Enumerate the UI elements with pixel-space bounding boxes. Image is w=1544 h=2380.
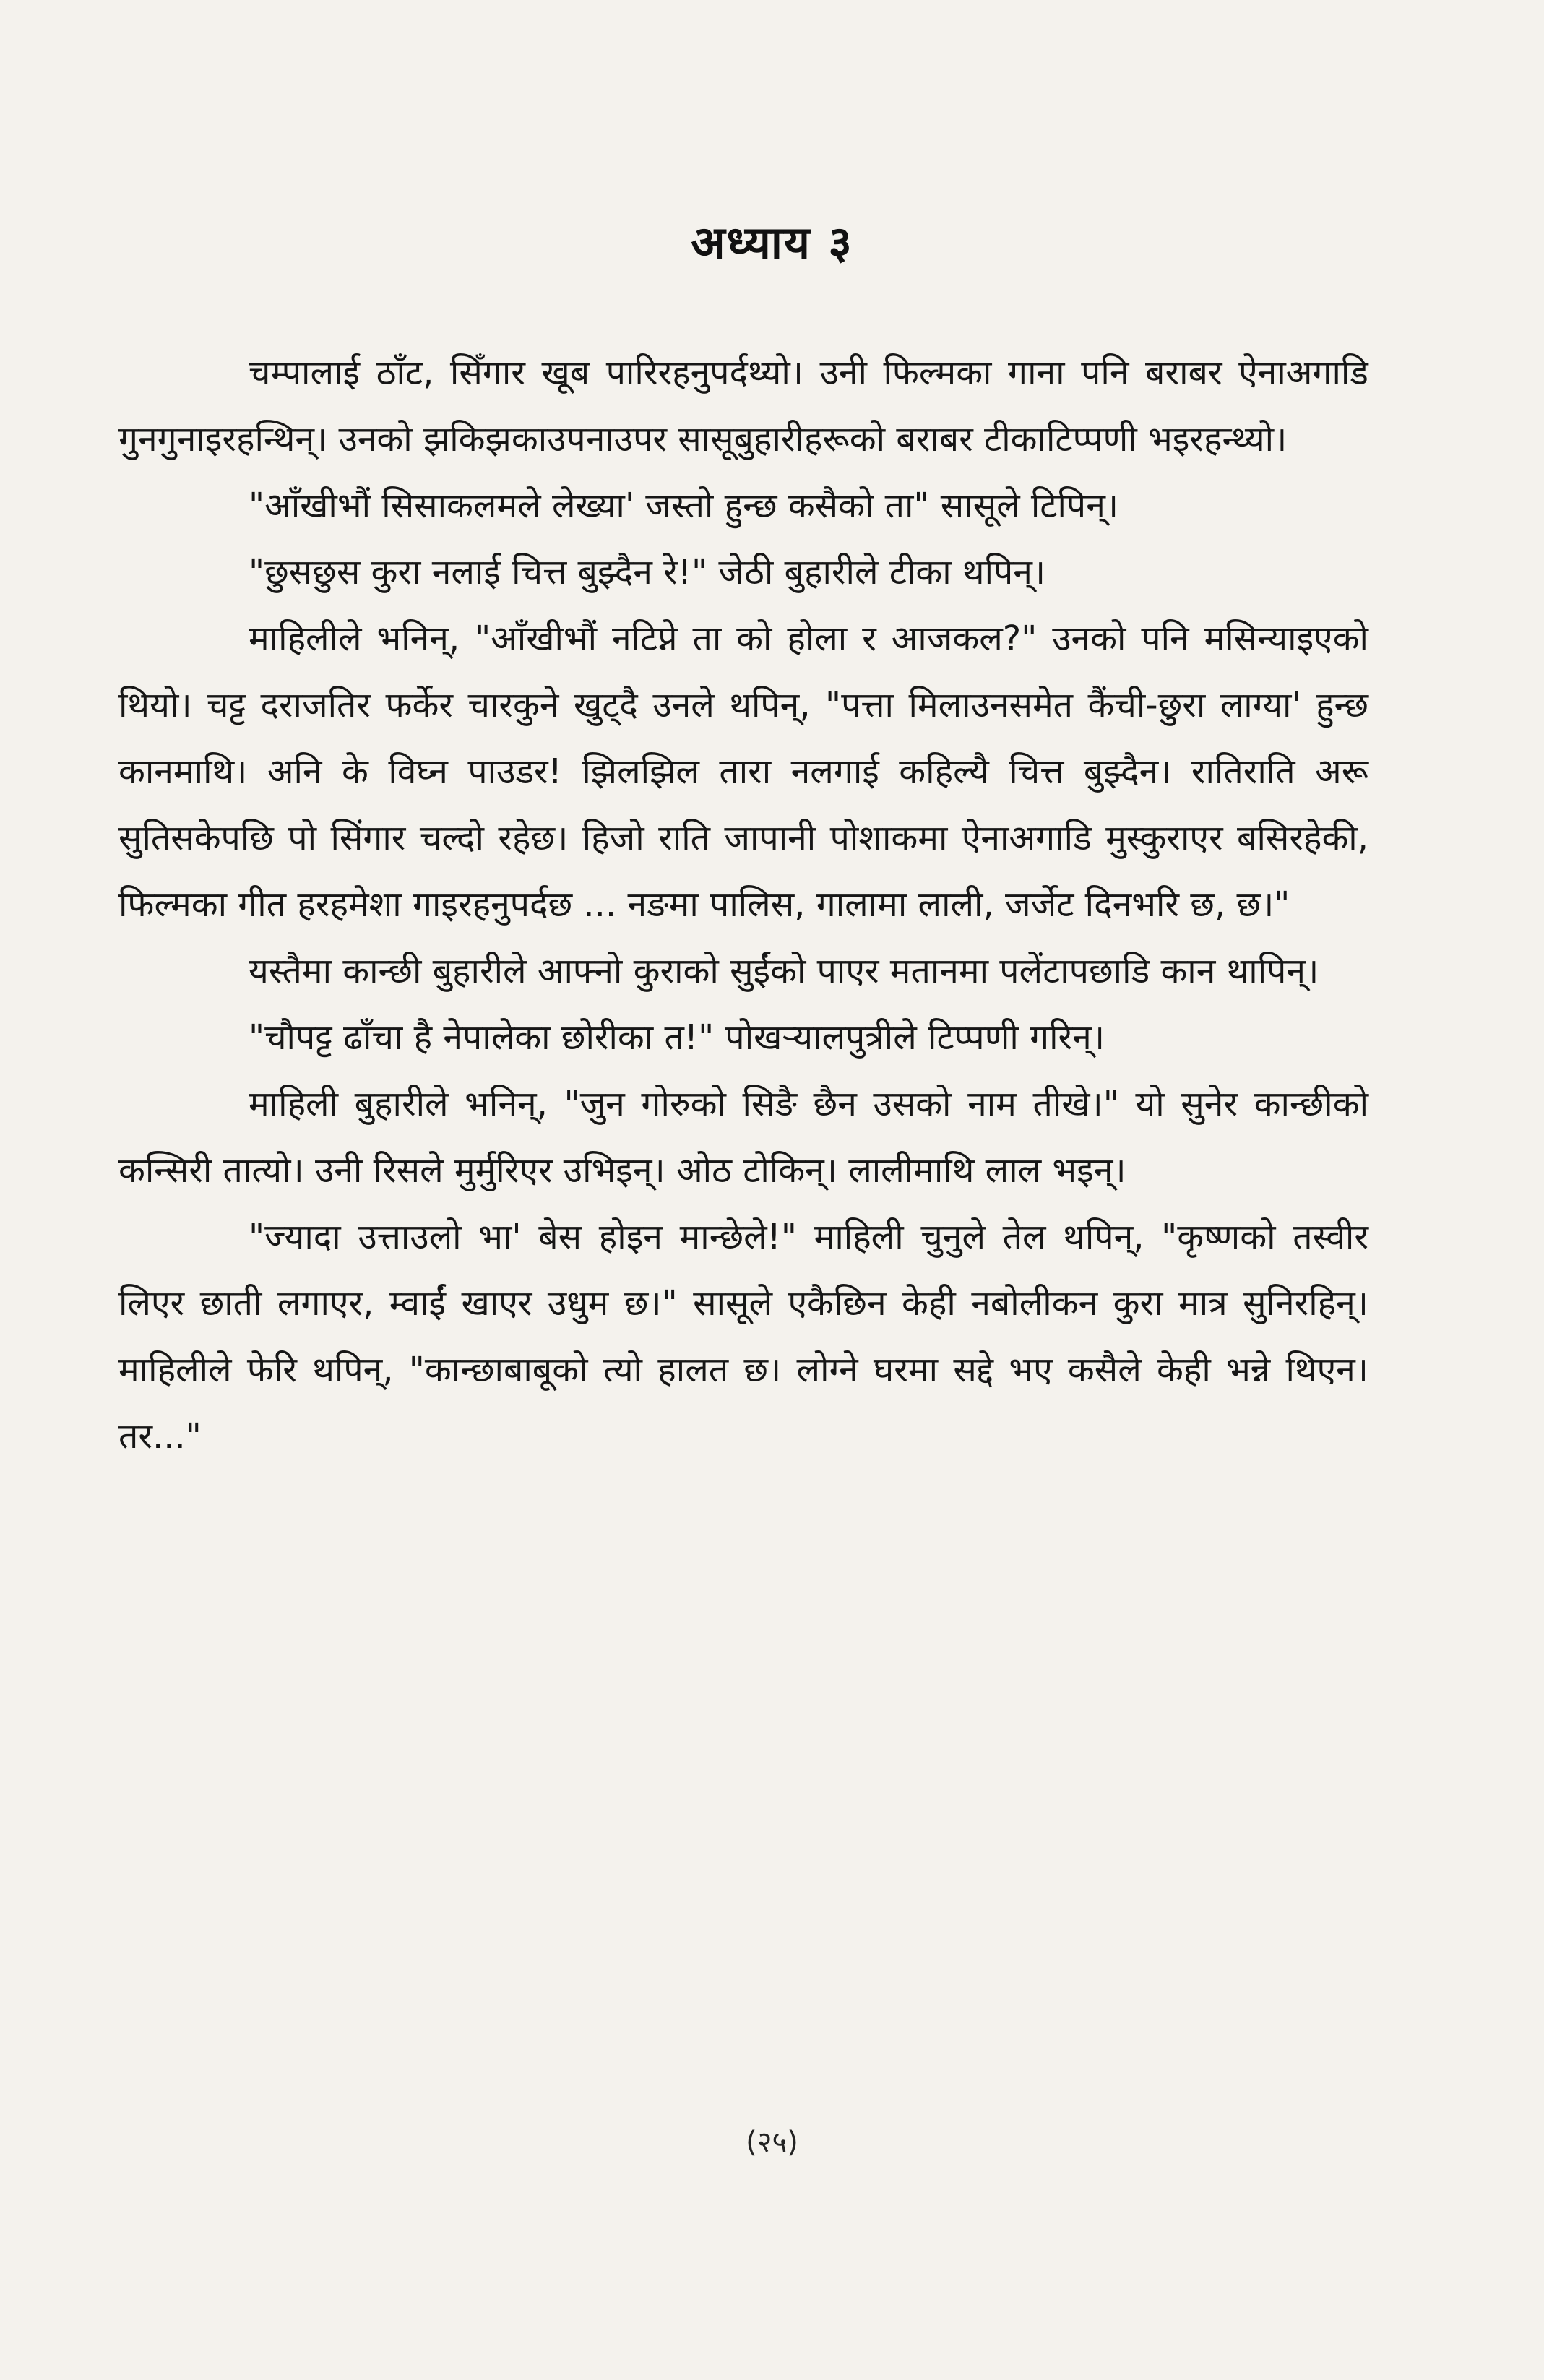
paragraph-4: माहिलीले भनिन्, "आँखीभौं नटिप्ने ता को होला र आजकल?" उनको पनि मसिन्याइएको थियो। चट्ट दराजतिर फर्केर चारकुने खुट्दै उनले थपिन्, "पत्ता मिलाउनसमेत कैंची-छुरा लाग्या' हुन्छ कानमाथि। अनि के विघ्न पाउडर! झिलझिल तारा नलगाई कहिल्यै चित्त बुझ्दैन। रातिराति अरू सुतिसकेपछि पो सिंगार चल्दो रहेछ। हिजो राति जापानी पोशाकमा ऐनाअगाडि मुस्कुराएर बसिरहेकी, फिल्मका गीत हरहमेशा गाइरहनुपर्दछ ... नङमा पालिस, गालामा लाली, जर्जेट दिनभरि छ, छ।": [118, 618, 1368, 925]
paragraph-7: माहिली बुहारीले भनिन्, "जुन गोरुको सिङै छैन उसको नाम तीखे।" यो सुनेर कान्छीको कन्सिरी तात्यो। उनी रिसले मुर्मुरिएर उभिइन्। ओठ टोकिन्। लालीमाथि लाल भइन्।: [118, 1084, 1368, 1191]
paragraph-8: "ज्यादा उत्ताउलो भा' बेस होइन मान्छेले!" माहिली चुनुले तेल थपिन्, "कृष्णको तस्वीर लिएर छाती लगाएर, म्वाईं खाएर उधुम छ।" सासूले एकैछिन केही नबोलीकन कुरा मात्र सुनिरहिन्। माहिलीले फेरि थपिन्, "कान्छाबाबूको त्यो हालत छ। लोग्ने घरमा सद्दे भए कसैले केही भन्ने थिएन। तर...": [118, 1217, 1368, 1457]
body-text: [118, 340, 1368, 1470]
paragraph-3: "छुसछुस कुरा नलाई चित्त बुझ्दैन रे!" जेठी बुहारीले टीका थपिन्।: [249, 552, 1046, 592]
paragraph-5: यस्तैमा कान्छी बुहारीले आफ्नो कुराको सुईंको पाएर मतानमा पलेंटापछाडि कान थापिन्।: [249, 951, 1319, 991]
chapter-title: अध्याय ३: [691, 216, 853, 269]
paragraph-6: "चौपट्ट ढाँचा है नेपालेका छोरीका त!" पोखऱ्यालपुत्रीले टिप्पणी गरिन्।: [249, 1017, 1105, 1058]
page-number: (२५): [746, 2126, 798, 2159]
paragraph-2: "आँखीभौं सिसाकलमले लेख्या' जस्तो हुन्छ कसैको ता" सासूले टिपिन्।: [249, 486, 1119, 526]
paragraph-1: चम्पालाई ठाँट, सिँगार खूब पारिरहनुपर्दथ्यो। उनी फिल्मका गाना पनि बराबर ऐनाअगाडि गुनगुनाइरहन्थिन्। उनको झकिझकाउपनाउपर सासूबुहारीहरूको बराबर टीकाटिप्पणी भइरहन्थ्यो।: [118, 353, 1368, 460]
